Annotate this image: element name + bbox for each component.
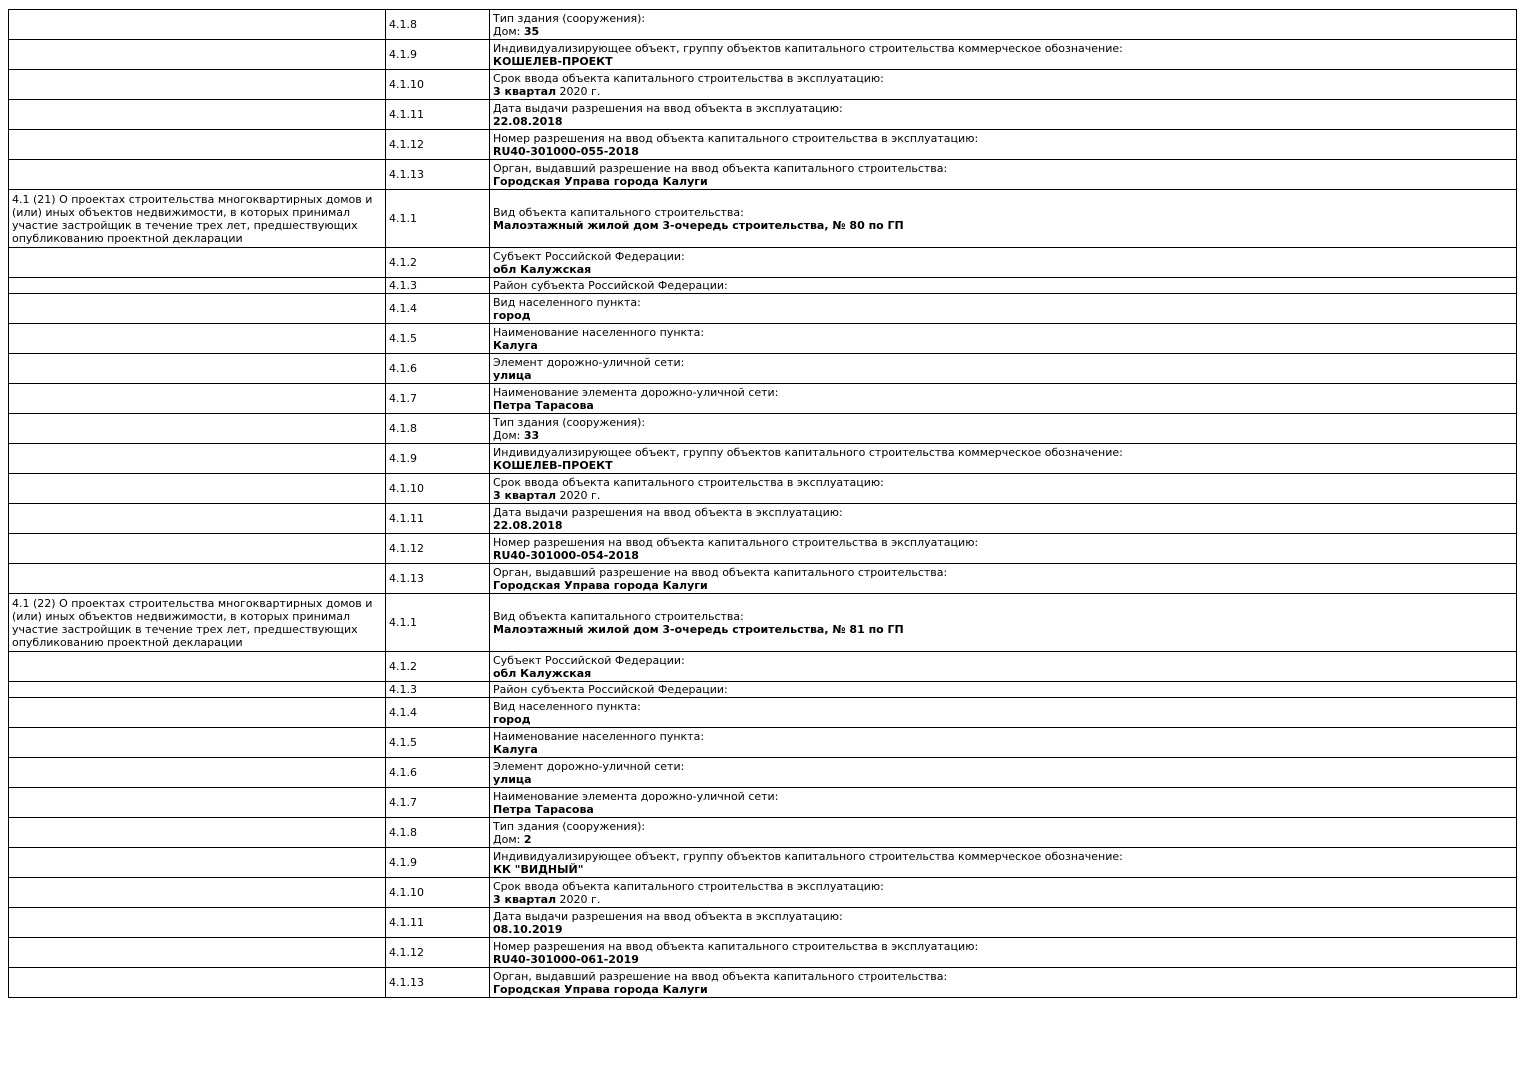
- declaration-table: [8, 9, 1517, 998]
- section-description-cell: [9, 248, 386, 278]
- table-row: [9, 384, 1517, 414]
- field-value-bold-text: Малоэтажный жилой дом 3-очередь строительства, № 81 по ГП: [493, 622, 904, 636]
- row-code-cell: 4.1.2: [386, 652, 490, 682]
- field-value-bold-text: 3 квартал: [493, 488, 557, 502]
- field-label: Элемент дорожно-уличной сети:: [493, 355, 685, 369]
- field-value: [493, 399, 1513, 412]
- field-value: [493, 623, 1513, 636]
- table-row: [9, 354, 1517, 384]
- field-value-bold-text: Петра Тарасова: [493, 802, 594, 816]
- field-value: [493, 833, 1513, 846]
- row-content-cell: [490, 190, 1517, 248]
- field-value: [493, 713, 1513, 726]
- section-description-cell: [9, 10, 386, 40]
- field-value-normal-text: Дом:: [493, 832, 524, 846]
- field-label: Вид населенного пункта:: [493, 295, 641, 309]
- field-value: [493, 175, 1513, 188]
- section-description-cell: [9, 278, 386, 294]
- field-label: Элемент дорожно-уличной сети:: [493, 759, 685, 773]
- row-code-cell: 4.1.1: [386, 190, 490, 248]
- field-value-bold-text: улица: [493, 368, 532, 382]
- row-content-cell: [490, 248, 1517, 278]
- table-row: [9, 788, 1517, 818]
- field-value-bold-text: КК "ВИДНЫЙ": [493, 862, 584, 876]
- table-row: [9, 324, 1517, 354]
- field-value-bold-text: RU40-301000-055-2018: [493, 144, 639, 158]
- field-value: [493, 519, 1513, 532]
- table-body: [9, 10, 1517, 998]
- table-row: [9, 100, 1517, 130]
- field-value: [493, 923, 1513, 936]
- row-code-cell: 4.1.3: [386, 682, 490, 698]
- field-value-normal-text: 2020 г.: [556, 892, 601, 906]
- row-content-cell: [490, 414, 1517, 444]
- row-content-cell: [490, 848, 1517, 878]
- section-description-cell: [9, 100, 386, 130]
- row-code-cell: 4.1.12: [386, 130, 490, 160]
- row-code-cell: 4.1.9: [386, 444, 490, 474]
- row-code-cell: 4.1.7: [386, 384, 490, 414]
- field-value: [493, 459, 1513, 472]
- row-code-cell: 4.1.3: [386, 278, 490, 294]
- field-value: [493, 863, 1513, 876]
- row-content-cell: [490, 160, 1517, 190]
- row-content-cell: [490, 652, 1517, 682]
- field-label: Орган, выдавший разрешение на ввод объекта капитального строительства:: [493, 565, 948, 579]
- row-content-cell: [490, 10, 1517, 40]
- field-value-bold-text: обл Калужская: [493, 262, 592, 276]
- row-code-cell: 4.1.5: [386, 324, 490, 354]
- section-description-cell: [9, 384, 386, 414]
- section-description-cell: [9, 474, 386, 504]
- row-code-cell: 4.1.9: [386, 848, 490, 878]
- section-description-cell: [9, 294, 386, 324]
- section-description-cell: [9, 354, 386, 384]
- field-value: [493, 115, 1513, 128]
- row-content-cell: [490, 564, 1517, 594]
- field-label: Индивидуализирующее объект, группу объектов капитального строительства коммерческое обозначение:: [493, 445, 1123, 459]
- row-code-cell: 4.1.6: [386, 354, 490, 384]
- section-description-cell: [9, 968, 386, 998]
- field-value: [493, 549, 1513, 562]
- section-description-cell: [9, 504, 386, 534]
- table-row: [9, 698, 1517, 728]
- field-value-bold-text: 22.08.2018: [493, 518, 563, 532]
- table-row: [9, 190, 1517, 248]
- row-code-cell: 4.1.4: [386, 294, 490, 324]
- row-content-cell: [490, 384, 1517, 414]
- section-description-cell: [9, 414, 386, 444]
- row-content-cell: [490, 938, 1517, 968]
- row-content-cell: [490, 324, 1517, 354]
- table-row: [9, 652, 1517, 682]
- field-label: Вид населенного пункта:: [493, 699, 641, 713]
- row-content-cell: [490, 40, 1517, 70]
- table-row: [9, 818, 1517, 848]
- row-content-cell: [490, 788, 1517, 818]
- field-value-normal-text: 2020 г.: [556, 488, 601, 502]
- section-description-cell: [9, 908, 386, 938]
- field-value-bold-text: RU40-301000-061-2019: [493, 952, 639, 966]
- field-value-bold-text: Городская Управа города Калуги: [493, 982, 708, 996]
- section-description-cell: [9, 130, 386, 160]
- field-value: [493, 369, 1513, 382]
- row-code-cell: 4.1.2: [386, 248, 490, 278]
- row-content-cell: [490, 100, 1517, 130]
- field-value: [493, 145, 1513, 158]
- field-value-bold-text: город: [493, 308, 531, 322]
- section-description-cell: [9, 878, 386, 908]
- row-content-cell: [490, 968, 1517, 998]
- table-row: [9, 878, 1517, 908]
- field-value-bold-text: Петра Тарасова: [493, 398, 594, 412]
- table-row: [9, 414, 1517, 444]
- table-row: [9, 248, 1517, 278]
- field-label: Дата выдачи разрешения на ввод объекта в эксплуатацию:: [493, 101, 843, 115]
- field-value-bold-text: 35: [523, 24, 540, 38]
- section-description-cell: 4.1 (21) О проектах строительства многоквартирных домов и (или) иных объектов недвижимости, в которых принимал участие застройщик в течение трех лет, предшествующих опубликованию проектной декларации: [9, 190, 386, 248]
- field-label: Срок ввода объекта капитального строительства в эксплуатацию:: [493, 879, 884, 893]
- row-code-cell: 4.1.5: [386, 728, 490, 758]
- section-description-cell: [9, 534, 386, 564]
- field-label: Дата выдачи разрешения на ввод объекта в эксплуатацию:: [493, 505, 843, 519]
- field-value: [493, 803, 1513, 816]
- row-code-cell: 4.1.12: [386, 938, 490, 968]
- field-value-bold-text: город: [493, 712, 531, 726]
- row-content-cell: [490, 878, 1517, 908]
- table-row: [9, 594, 1517, 652]
- row-content-cell: [490, 698, 1517, 728]
- table-row: [9, 728, 1517, 758]
- table-row: [9, 682, 1517, 698]
- field-value-bold-text: Малоэтажный жилой дом 3-очередь строительства, № 80 по ГП: [493, 218, 904, 232]
- section-description-cell: [9, 70, 386, 100]
- field-value-bold-text: обл Калужская: [493, 666, 592, 680]
- row-content-cell: [490, 504, 1517, 534]
- field-value-normal-text: Дом:: [493, 428, 524, 442]
- row-code-cell: 4.1.13: [386, 968, 490, 998]
- field-label: Срок ввода объекта капитального строительства в эксплуатацию:: [493, 475, 884, 489]
- row-content-cell: [490, 534, 1517, 564]
- field-value-normal-text: 2020 г.: [556, 84, 601, 98]
- section-description-cell: [9, 324, 386, 354]
- section-description-cell: [9, 698, 386, 728]
- field-value-bold-text: Городская Управа города Калуги: [493, 578, 708, 592]
- field-label: Район субъекта Российской Федерации:: [493, 683, 728, 696]
- row-code-cell: 4.1.10: [386, 474, 490, 504]
- table-row: [9, 758, 1517, 788]
- field-label: Номер разрешения на ввод объекта капитального строительства в эксплуатацию:: [493, 131, 979, 145]
- table-row: [9, 504, 1517, 534]
- field-value-bold-text: Калуга: [493, 742, 538, 756]
- field-value: [493, 339, 1513, 352]
- field-value-bold-text: 3 квартал: [493, 892, 557, 906]
- row-content-cell: [490, 682, 1517, 698]
- table-row: [9, 160, 1517, 190]
- field-value: [493, 743, 1513, 756]
- table-row: [9, 474, 1517, 504]
- row-code-cell: 4.1.10: [386, 70, 490, 100]
- table-row: [9, 564, 1517, 594]
- table-row: [9, 848, 1517, 878]
- row-code-cell: 4.1.8: [386, 10, 490, 40]
- row-content-cell: [490, 758, 1517, 788]
- table-row: [9, 70, 1517, 100]
- section-description-cell: 4.1 (22) О проектах строительства многоквартирных домов и (или) иных объектов недвижимости, в которых принимал участие застройщик в течение трех лет, предшествующих опубликованию проектной декларации: [9, 594, 386, 652]
- row-content-cell: [490, 278, 1517, 294]
- field-label: Орган, выдавший разрешение на ввод объекта капитального строительства:: [493, 969, 948, 983]
- table-row: [9, 130, 1517, 160]
- field-value-bold-text: 08.10.2019: [493, 922, 563, 936]
- field-value: [493, 55, 1513, 68]
- table-row: [9, 294, 1517, 324]
- field-label: Индивидуализирующее объект, группу объектов капитального строительства коммерческое обозначение:: [493, 41, 1123, 55]
- section-description-cell: [9, 682, 386, 698]
- row-code-cell: 4.1.11: [386, 100, 490, 130]
- row-content-cell: [490, 818, 1517, 848]
- row-code-cell: 4.1.11: [386, 908, 490, 938]
- row-content-cell: [490, 70, 1517, 100]
- table-row: [9, 10, 1517, 40]
- row-code-cell: 4.1.10: [386, 878, 490, 908]
- field-label: Наименование элемента дорожно-уличной сети:: [493, 789, 779, 803]
- field-value: [493, 667, 1513, 680]
- field-value-bold-text: RU40-301000-054-2018: [493, 548, 639, 562]
- row-content-cell: [490, 130, 1517, 160]
- field-value-bold-text: Калуга: [493, 338, 538, 352]
- row-code-cell: 4.1.4: [386, 698, 490, 728]
- table-row: [9, 938, 1517, 968]
- field-label: Наименование населенного пункта:: [493, 729, 705, 743]
- table-row: [9, 908, 1517, 938]
- row-code-cell: 4.1.13: [386, 564, 490, 594]
- field-label: Район субъекта Российской Федерации:: [493, 279, 728, 292]
- field-value-bold-text: КОШЕЛЕВ-ПРОЕКТ: [493, 458, 613, 472]
- table-row: [9, 968, 1517, 998]
- row-content-cell: [490, 354, 1517, 384]
- field-value: [493, 773, 1513, 786]
- field-label: Наименование населенного пункта:: [493, 325, 705, 339]
- field-label: Номер разрешения на ввод объекта капитального строительства в эксплуатацию:: [493, 939, 979, 953]
- row-content-cell: [490, 474, 1517, 504]
- row-code-cell: 4.1.7: [386, 788, 490, 818]
- field-label: Тип здания (сооружения):: [493, 11, 646, 25]
- field-value: [493, 85, 1513, 98]
- field-value: [493, 579, 1513, 592]
- table-row: [9, 40, 1517, 70]
- section-description-cell: [9, 788, 386, 818]
- section-description-cell: [9, 848, 386, 878]
- section-description-cell: [9, 564, 386, 594]
- section-description-cell: [9, 40, 386, 70]
- section-description-cell: [9, 938, 386, 968]
- field-value: [493, 263, 1513, 276]
- field-value-bold-text: Городская Управа города Калуги: [493, 174, 708, 188]
- section-description-cell: [9, 444, 386, 474]
- field-label: Индивидуализирующее объект, группу объектов капитального строительства коммерческое обозначение:: [493, 849, 1123, 863]
- row-code-cell: 4.1.1: [386, 594, 490, 652]
- table-row: [9, 444, 1517, 474]
- row-content-cell: [490, 594, 1517, 652]
- field-label: Номер разрешения на ввод объекта капитального строительства в эксплуатацию:: [493, 535, 979, 549]
- field-value: [493, 983, 1513, 996]
- row-code-cell: 4.1.13: [386, 160, 490, 190]
- row-content-cell: [490, 728, 1517, 758]
- section-description-cell: [9, 160, 386, 190]
- row-code-cell: 4.1.8: [386, 818, 490, 848]
- row-code-cell: 4.1.11: [386, 504, 490, 534]
- field-value: [493, 953, 1513, 966]
- field-value-bold-text: 2: [523, 832, 532, 846]
- field-label: Дата выдачи разрешения на ввод объекта в эксплуатацию:: [493, 909, 843, 923]
- row-code-cell: 4.1.8: [386, 414, 490, 444]
- field-value-bold-text: 22.08.2018: [493, 114, 563, 128]
- row-code-cell: 4.1.9: [386, 40, 490, 70]
- field-value-bold-text: улица: [493, 772, 532, 786]
- field-value: [493, 25, 1513, 38]
- field-label: Субъект Российской Федерации:: [493, 249, 685, 263]
- row-code-cell: 4.1.12: [386, 534, 490, 564]
- field-value: [493, 219, 1513, 232]
- row-code-cell: 4.1.6: [386, 758, 490, 788]
- field-value-bold-text: КОШЕЛЕВ-ПРОЕКТ: [493, 54, 613, 68]
- row-content-cell: [490, 444, 1517, 474]
- field-value-bold-text: 33: [523, 428, 540, 442]
- table-row: [9, 278, 1517, 294]
- field-label: Вид объекта капитального строительства:: [493, 609, 744, 623]
- field-value: [493, 309, 1513, 322]
- field-label: Тип здания (сооружения):: [493, 819, 646, 833]
- table-row: [9, 534, 1517, 564]
- field-label: Срок ввода объекта капитального строительства в эксплуатацию:: [493, 71, 884, 85]
- field-label: Орган, выдавший разрешение на ввод объекта капитального строительства:: [493, 161, 948, 175]
- section-description-cell: [9, 818, 386, 848]
- field-label: Субъект Российской Федерации:: [493, 653, 685, 667]
- field-value-bold-text: 3 квартал: [493, 84, 557, 98]
- field-label: Наименование элемента дорожно-уличной сети:: [493, 385, 779, 399]
- field-value-normal-text: Дом:: [493, 24, 524, 38]
- row-content-cell: [490, 908, 1517, 938]
- field-label: Тип здания (сооружения):: [493, 415, 646, 429]
- row-content-cell: [490, 294, 1517, 324]
- field-value: [493, 893, 1513, 906]
- field-label: Вид объекта капитального строительства:: [493, 205, 744, 219]
- field-value: [493, 489, 1513, 502]
- section-description-cell: [9, 758, 386, 788]
- section-description-cell: [9, 652, 386, 682]
- field-value: [493, 429, 1513, 442]
- section-description-cell: [9, 728, 386, 758]
